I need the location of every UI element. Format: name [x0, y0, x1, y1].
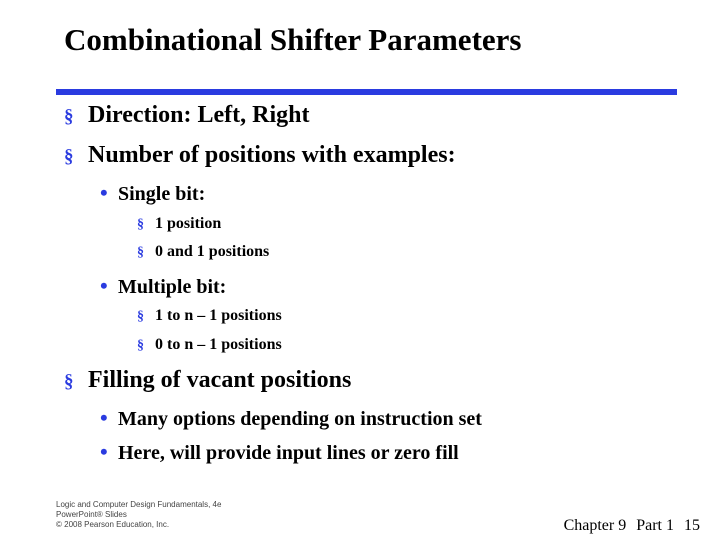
subbullet-filling-1 [100, 405, 482, 431]
bullet-filling [64, 367, 351, 394]
bullet-text: Direction: Left, Right [88, 102, 310, 128]
bullet-marker: § [137, 217, 144, 232]
subsubbullet-single-2 [137, 243, 269, 261]
bullet-marker: § [137, 245, 144, 260]
bullet-marker: • [100, 273, 108, 298]
subsubbullet-multiple-1 [137, 307, 282, 325]
slide-title: Combinational Shifter Parameters [64, 22, 522, 57]
subbullet-multiple-bit [100, 273, 226, 299]
bullet-number-of-positions [64, 142, 456, 169]
chapter-label: Chapter 9 [563, 517, 627, 534]
bullet-direction [64, 102, 310, 129]
subsubbullet-single-1 [137, 215, 221, 233]
bullet-marker: • [100, 405, 108, 430]
bullet-text: 1 position [155, 215, 222, 232]
book-credit [56, 500, 221, 530]
book-copyright: © 2008 Pearson Education, Inc. [56, 520, 170, 529]
bullet-text: 0 to n – 1 positions [155, 336, 282, 353]
bullet-marker: § [137, 338, 144, 353]
bullet-marker: § [64, 146, 74, 167]
bullet-text: Multiple bit: [118, 276, 227, 298]
page-number: 15 [684, 517, 700, 534]
book-slides-label: PowerPoint® Slides [56, 510, 127, 519]
part-label: Part 1 [636, 517, 674, 534]
bullet-text: 0 and 1 positions [155, 243, 270, 260]
bullet-marker: • [100, 439, 108, 464]
bullet-marker: § [64, 371, 74, 392]
title-divider [56, 89, 677, 95]
bullet-text: Filling of vacant positions [88, 367, 352, 393]
bullet-marker: § [64, 106, 74, 127]
bullet-text: Many options depending on instruction set [118, 408, 482, 430]
bullet-marker: • [100, 180, 108, 205]
subsubbullet-multiple-2 [137, 336, 282, 354]
bullet-text: 1 to n – 1 positions [155, 307, 282, 324]
book-title: Logic and Computer Design Fundamentals, 4e [56, 500, 222, 509]
subbullet-filling-2 [100, 439, 459, 465]
bullet-text: Number of positions with examples: [88, 142, 456, 168]
subbullet-single-bit [100, 180, 205, 206]
bullet-text: Here, will provide input lines or zero fill [118, 442, 459, 464]
slide-footer [558, 517, 700, 535]
bullet-marker: § [137, 309, 144, 324]
bullet-text: Single bit: [118, 183, 206, 205]
